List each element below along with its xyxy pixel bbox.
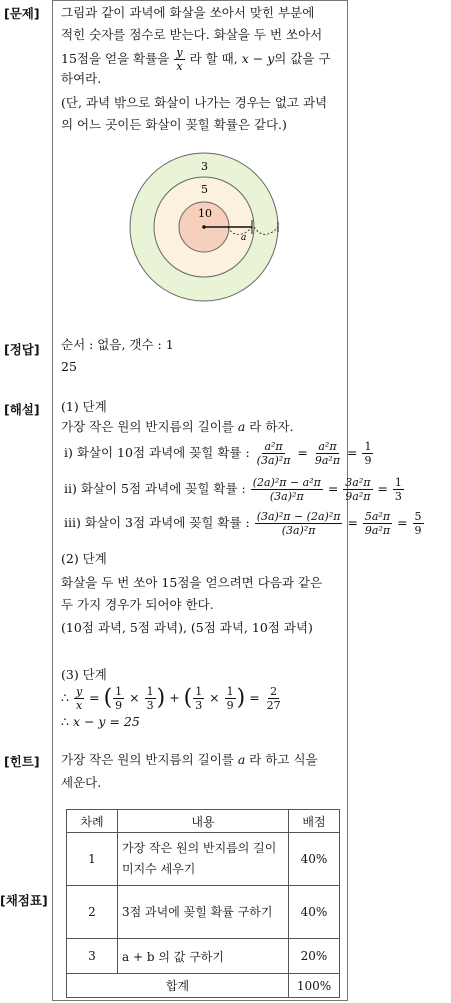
problem-line-6: 의 어느 곳이든 화살이 꽂힐 확률은 같다.) xyxy=(61,117,287,132)
rubric-header-content: 내용 xyxy=(118,810,289,833)
rubric-row-no: 2 xyxy=(67,886,118,939)
answer-line-1: 순서 : 없음, 갯수 : 1 xyxy=(61,337,174,352)
problem-label: [문제] xyxy=(4,6,40,21)
problem-line-3: 15점을 얻을 확률을 $\frac{y}{x}$ 라 할 때, x − y의 값을 구 xyxy=(61,46,331,73)
rubric-row-content: 가장 작은 원의 반지름의 길이 미지수 세우기 xyxy=(118,833,289,886)
rubric-header-row xyxy=(67,810,340,833)
rubric-row xyxy=(67,833,340,886)
rubric-total-score: 100% xyxy=(289,974,340,998)
step2-line-1: 화살을 두 번 쏘아 15점을 얻으려면 다음과 같은 xyxy=(61,575,323,590)
hint-label: [힌트] xyxy=(4,754,40,769)
rubric-total-label: 합계 xyxy=(67,974,289,998)
rubric-row xyxy=(67,939,340,974)
answer-label: [정답] xyxy=(4,342,40,357)
hint-line-1: 가장 작은 원의 반지름의 길이를 a 라 하고 식을 xyxy=(61,752,318,767)
rubric-label: [채점표] xyxy=(0,893,48,908)
rubric-row-score: 40% xyxy=(289,886,340,939)
rubric-row-score: 20% xyxy=(289,939,340,974)
rubric-row-score: 40% xyxy=(289,833,340,886)
rubric-header-score: 배점 xyxy=(289,810,340,833)
rubric-total-row xyxy=(67,974,340,998)
prob-10-line: ⅰ) 화살이 10점 과녁에 꽂힐 확률 : $\frac{\text{a²π}}{\text{(3a)²π}}$ = $\frac{\text{a²π}}{\text{9a²π}}$ = $\frac{1}{9}$ xyxy=(64,440,372,467)
step3-final: ∴ x − y = 25 xyxy=(61,714,140,729)
rubric-row-no: 3 xyxy=(67,939,118,974)
step2-line-2: 두 가지 경우가 되어야 한다. xyxy=(61,597,214,612)
hint-line-2: 세운다. xyxy=(61,775,102,790)
step3-heading: (3) 단계 xyxy=(61,667,107,682)
rubric-header-no: 차례 xyxy=(67,810,118,833)
outer-label: 3 xyxy=(201,160,208,173)
step1-heading: (1) 단계 xyxy=(61,399,107,414)
problem-line-1: 그림과 같이 과녁에 화살을 쏘아서 맞힌 부분에 xyxy=(61,5,315,20)
rubric-row-content: a + b 의 값 구하기 xyxy=(118,939,289,974)
center-dot xyxy=(202,225,206,229)
problem-line-2: 적힌 숫자를 점수로 받는다. 화살을 두 번 쏘아서 xyxy=(61,27,323,42)
prob-5-line: ⅱ) 화살이 5점 과녁에 꽂힐 확률 : $\frac{\text{(2a)²π − a²π}}{\text{(3a)²π}}$ = $\frac{\text{3a²π}}{\text{9a²π}}$ = $\frac{1}{3}$ xyxy=(64,476,402,503)
step2-heading: (2) 단계 xyxy=(61,551,107,566)
problem-line-5: (단, 과녁 밖으로 화살이 나가는 경우는 없고 과녁 xyxy=(61,95,328,110)
rubric-table xyxy=(66,809,340,998)
inner-label: 10 xyxy=(198,207,212,220)
problem-fraction: $\frac{y}{x}$ xyxy=(176,46,183,73)
rubric-row xyxy=(67,886,340,939)
target-diagram xyxy=(128,150,284,306)
problem-line-4: 하여라. xyxy=(61,71,102,86)
step2-line-3: (10점 과녁, 5점 과녁), (5점 과녁, 10점 과녁) xyxy=(61,620,313,635)
middle-label: 5 xyxy=(201,183,208,196)
answer-line-2: 25 xyxy=(61,359,77,374)
rubric-row-content: 3점 과녁에 꽂힐 확률 구하기 xyxy=(118,886,289,939)
step1-line-1: 가장 작은 원의 반지름의 길이를 a 라 하자. xyxy=(61,419,294,434)
step3-equation: ∴ $\frac{y}{x}$ = ( $\frac{1}{9}$ × $\frac{1}{3}$ ) + ( $\frac{1}{3}$ × $\frac{1}{9}$ ) = $\frac{2}{27}$ xyxy=(61,685,281,712)
radius-label: a xyxy=(241,233,247,243)
prob-3-line: ⅲ) 화살이 3점 과녁에 꽂힐 확률 : $\frac{\text{(3a)²π − (2a)²π}}{\text{(3a)²π}}$ = $\frac{\text{5a²π}}{\text{9a²π}}$ = $\frac{5}{9}$ xyxy=(64,510,422,537)
solution-label: [해설] xyxy=(4,402,40,417)
rubric-row-no: 1 xyxy=(67,833,118,886)
